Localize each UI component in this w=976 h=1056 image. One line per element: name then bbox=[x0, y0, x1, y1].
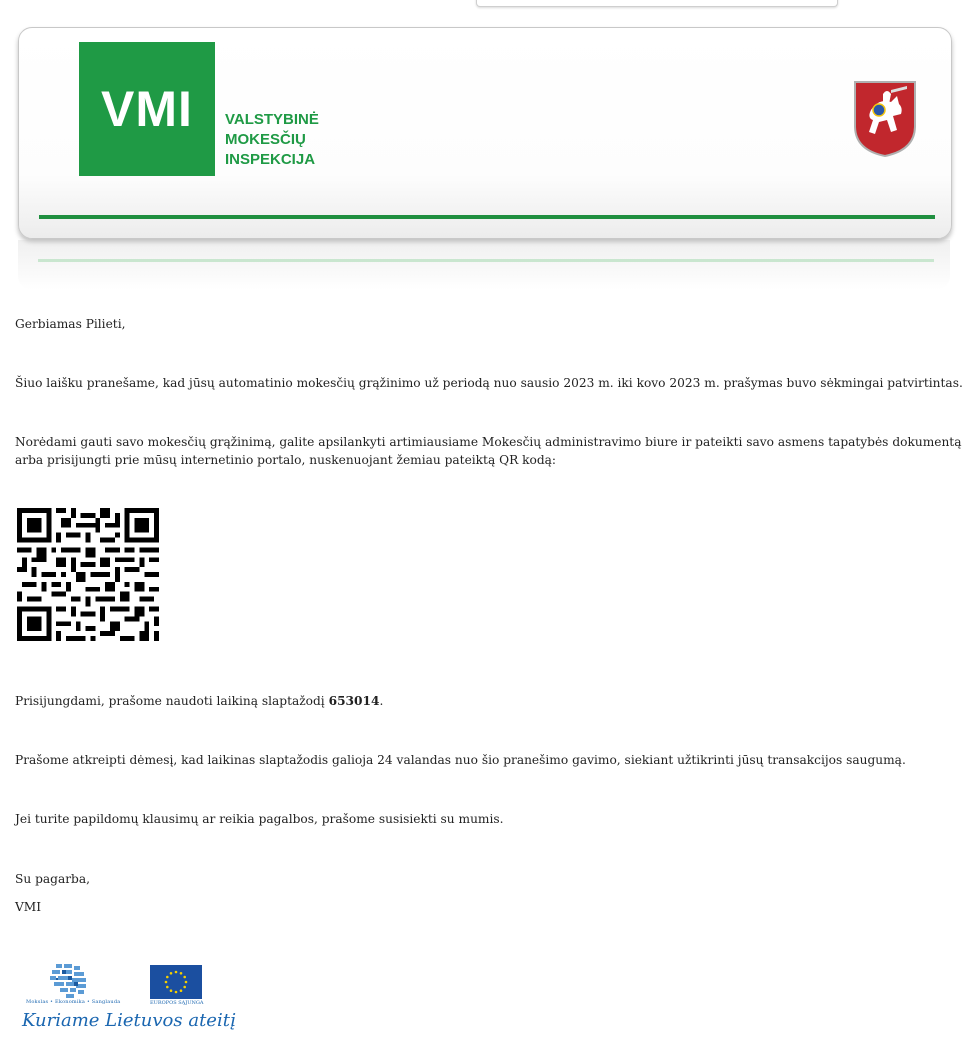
paragraph-instructions-line-1: Norėdami gauti savo mokesčių grąžinimą, galite apsilankyti artimiausiame Mokesčių administravimo biure ir pateikti savo asmens tapatybės dokumentą bbox=[15, 435, 962, 449]
vmi-logo bbox=[79, 42, 215, 176]
paragraph-approval: Šiuo laišku pranešame, kad jūsų automatinio mokesčių grąžinimo už periodą nuo sausio 2023 m. iki kovo 2023 m. prašymas buvo sėkmingai patvirtintas. bbox=[15, 376, 963, 390]
header-divider bbox=[39, 215, 935, 219]
email-header-banner bbox=[18, 27, 952, 239]
top-bar-stub bbox=[476, 0, 838, 7]
temporary-password-line bbox=[15, 693, 383, 709]
paragraph-instructions-line-2: arba prisijungti prie mūsų internetinio portalo, nuskenuojant žemiau pateiktą QR kodą: bbox=[15, 453, 557, 467]
eu-funding-footer bbox=[14, 962, 236, 1036]
cohesion-label: Mokslas • Ekonomika • Sanglauda bbox=[26, 999, 121, 1005]
lithuania-pixel-map-icon bbox=[48, 964, 90, 998]
greeting: Gerbiamas Pilieti, bbox=[15, 317, 126, 331]
paragraph-password-validity: Prašome atkreipti dėmesį, kad laikinas slaptažodis galioja 24 valandas nuo šio pranešimo gavimo, siekiant užtikrinti jūsų transakcijos saugumą. bbox=[15, 753, 906, 767]
lithuania-coat-of-arms-icon bbox=[853, 80, 917, 158]
closing: Su pagarba, bbox=[15, 872, 90, 886]
password-prefix: Prisijungdami, prašome naudoti laikiną slaptažodį bbox=[15, 694, 329, 708]
temporary-password: 653014 bbox=[328, 694, 380, 708]
eu-slogan: Kuriame Lietuvos ateitį bbox=[22, 1010, 236, 1031]
organization-name-line-2: MOKESČIŲ bbox=[225, 131, 306, 148]
reflection-line bbox=[38, 259, 934, 262]
qr-code-icon[interactable] bbox=[17, 508, 159, 641]
signature: VMI bbox=[15, 900, 42, 914]
paragraph-contact: Jei turite papildomų klausimų ar reikia pagalbos, prašome susisiekti su mumis. bbox=[15, 812, 504, 826]
organization-name-line-1: VALSTYBINĖ bbox=[225, 111, 319, 128]
eu-label: EUROPOS SĄJUNGA bbox=[150, 1000, 204, 1006]
eu-flag-icon bbox=[150, 965, 202, 999]
header-reflection bbox=[18, 240, 950, 290]
password-suffix: . bbox=[379, 694, 384, 708]
organization-name-line-3: INSPEKCIJA bbox=[225, 151, 316, 168]
vmi-logo-text: VMI bbox=[101, 81, 193, 137]
organization-name bbox=[225, 110, 319, 170]
